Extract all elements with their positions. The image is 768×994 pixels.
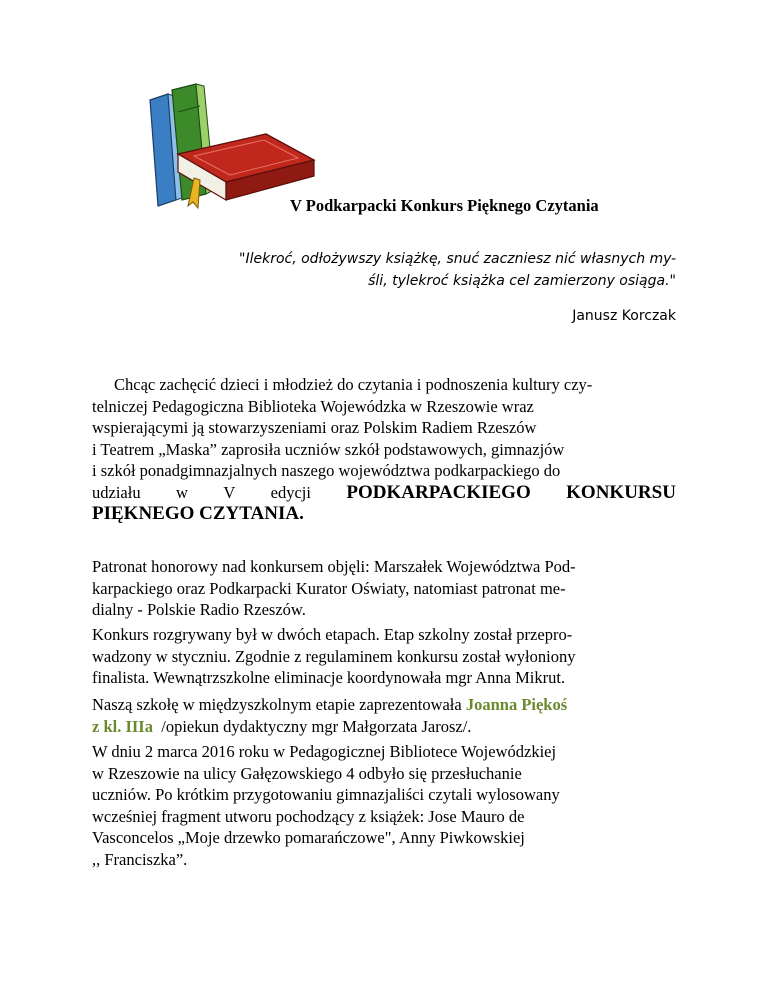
- text-line: dialny - Polskie Radio Rzeszów.: [92, 600, 306, 619]
- quote-line: "Ilekroć, odłożywszy książkę, snuć zaczniesz nić własnych my-: [239, 251, 676, 267]
- quote-author: Janusz Korczak: [572, 308, 676, 324]
- text-fragment: /opiekun dydaktyczny mgr Małgorzata Jarosz/.: [161, 716, 472, 736]
- text-line: Konkurs rozgrywany był w dwóch etapach. Etap szkolny został przepro-: [92, 625, 573, 644]
- student-class: z kl. IIIa: [92, 716, 153, 736]
- books-illustration-icon: [138, 82, 318, 212]
- quote: [120, 248, 676, 292]
- contest-name-word: KONKURSU: [566, 481, 676, 503]
- word: V: [223, 482, 236, 502]
- text-line: w Rzeszowie na ulicy Gałęzowskiego 4 odbyło się przesłuchanie: [92, 763, 522, 783]
- student-name: Joanna Piękoś: [465, 695, 568, 714]
- text-line: wspierającymi ją stowarzyszeniami oraz Polskim Radiem Rzeszów: [92, 418, 537, 437]
- text-line: ,, Franciszka”.: [92, 849, 188, 869]
- text-line: Chcąc zachęcić dzieci i młodzież do czytania i podnoszenia kultury czy-: [114, 375, 593, 394]
- word: w: [175, 482, 188, 502]
- text-line: karpackiego oraz Podkarpacki Kurator Oświaty, natomiast patronat me-: [92, 578, 566, 598]
- text-line: wcześniej fragment utworu pochodzący z książek: Jose Mauro de: [92, 806, 525, 826]
- text-line: Patronat honorowy nad konkursem objęli: Marszałek Województwa Pod-: [92, 557, 576, 576]
- text-line: telniczej Pedagogiczna Biblioteka Wojewódzka w Rzeszowie wraz: [92, 396, 534, 416]
- text-line: uczniów. Po krótkim przygotowaniu gimnazjaliści czytali wylosowany: [92, 785, 560, 804]
- word: edycji: [270, 482, 311, 502]
- text-line: wadzony w styczniu. Zgodnie z regulaminem konkursu został wyłoniony: [92, 646, 576, 666]
- text-fragment: Naszą szkołę w międzyszkolnym etapie zaprezentowała: [92, 695, 462, 714]
- paragraph-patronage: [92, 556, 676, 621]
- paragraph-event: [92, 741, 676, 870]
- quote-line: śli, tylekroć książka cel zamierzony osiąga.": [368, 273, 676, 289]
- text-line: i szkół ponadgimnazjalnych naszego województwa podkarpackiego do: [92, 461, 561, 480]
- contest-name-word: PODKARPACKIEGO: [346, 481, 531, 503]
- text-line: [92, 716, 676, 738]
- paragraph-stages: [92, 624, 676, 689]
- text-line: Vasconcelos „Moje drzewko pomarańczowe", Anny Piwkowskiej: [92, 828, 525, 847]
- text-line: [92, 694, 676, 716]
- paragraph-intro: [92, 374, 676, 525]
- text-line: i Teatrem „Maska” zaprosiła uczniów szkół podstawowych, gimnazjów: [92, 439, 565, 459]
- text-line: finalista. Wewnątrzszkolne eliminacje koordynowała mgr Anna Mikrut.: [92, 668, 566, 687]
- text-line: W dniu 2 marca 2016 roku w Pedagogicznej Bibliotece Wojewódzkiej: [92, 742, 557, 761]
- text-line-justified: [92, 482, 676, 504]
- contest-name-end: PIĘKNEGO CZYTANIA.: [92, 503, 304, 524]
- word: udziału: [92, 482, 141, 502]
- page-title: V Podkarpacki Konkurs Pięknego Czytania: [290, 196, 599, 215]
- paragraph-representative: [92, 694, 676, 737]
